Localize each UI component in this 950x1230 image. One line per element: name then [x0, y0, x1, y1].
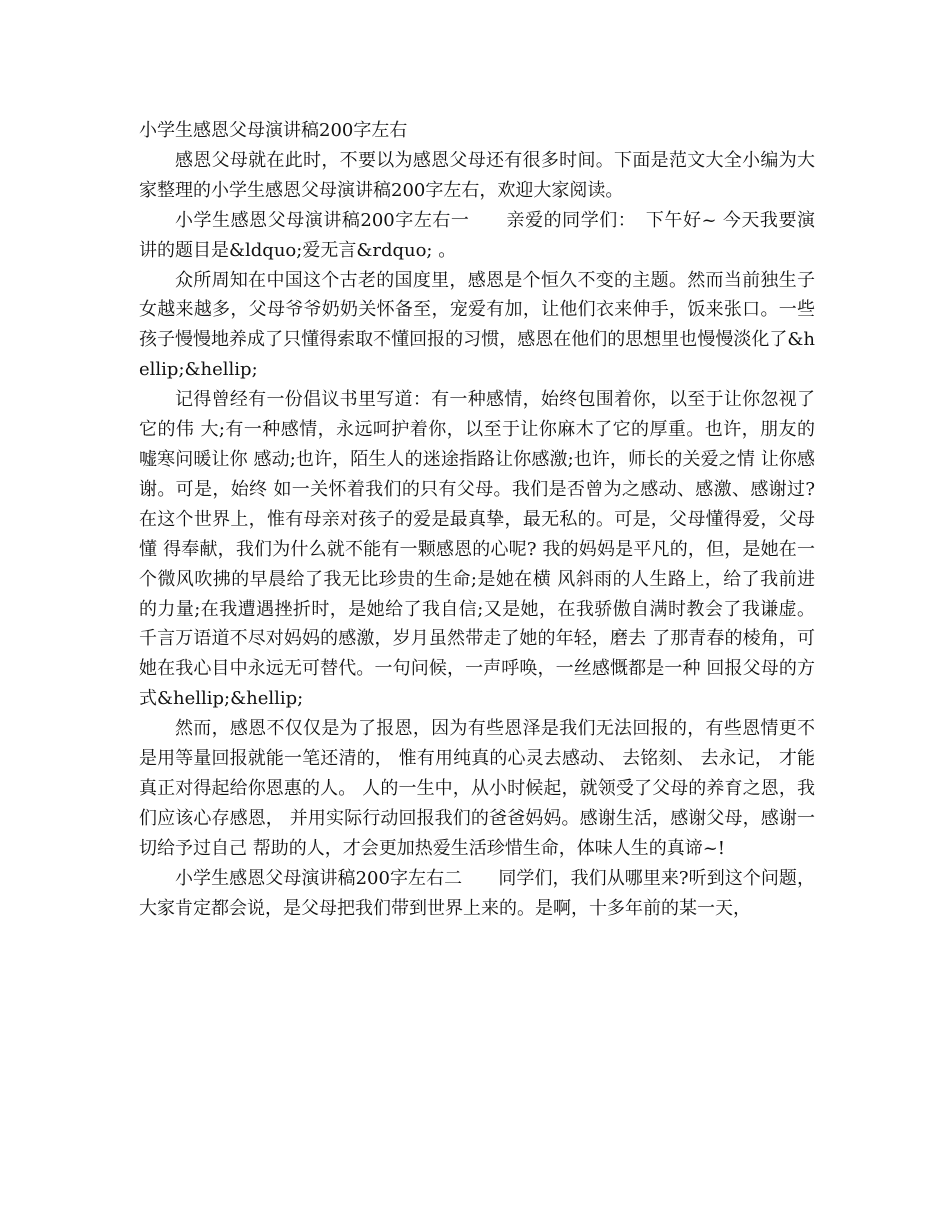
- document-title: 小学生感恩父母演讲稿200字左右: [139, 120, 408, 141]
- document-body: [139, 116, 815, 923]
- paragraph-speech-two-opening: 小学生感恩父母演讲稿200字左右二 同学们，我们从哪里来?听到这个问题，大家肯定都会说，是父母把我们带到世界上来的。是啊，十多年前的某一天，: [139, 867, 815, 919]
- paragraph-intro: 感恩父母就在此时，不要以为感恩父母还有很多时间。下面是范文大全小编为大家整理的小学生感恩父母演讲稿200字左右，欢迎大家阅读。: [139, 149, 815, 201]
- paragraph-gratitude-theme: 众所周知在中国这个古老的国度里，感恩是个恒久不变的主题。然而当前独生子女越来越多，父母爷爷奶奶关怀备至，宠爱有加，让他们衣来伸手，饭来张口。一些孩子慢慢地养成了只懂得索取不懂回报的习惯，感恩在他们的思想里也慢慢淡化了&hellip;&hellip;: [139, 269, 815, 381]
- paragraph-repay-gratitude: 然而，感恩不仅仅是为了报恩，因为有些恩泽是我们无法回报的，有些恩情更不是用等量回报就能一笔还清的， 惟有用纯真的心灵去感动、 去铭刻、 去永记， 才能真正对得起给你恩惠的人。 人的一生中，从小时候起，就领受了父母的养育之恩，我们应该心存感恩， 并用实际行动回报我们的爸爸妈妈。感谢生活，感谢父母，感谢一切给予过自己 帮助的人，才会更加热爱生活珍惜生命，体味人生的真谛~!: [139, 718, 815, 859]
- paragraph-speech-one-opening: 小学生感恩父母演讲稿200字左右一 亲爱的同学们： 下午好~ 今天我要演讲的题目是&ldquo;爱无言&rdquo; 。: [139, 209, 815, 261]
- paragraph-parents-love: 记得曾经有一份倡议书里写道：有一种感情，始终包围着你，以至于让你忽视了它的伟 大;有一种感情，永远呵护着你，以至于让你麻木了它的厚重。也许，朋友的嘘寒问暖让你 感动;也许，陌生人的迷途指路让你感激;也许，师长的关爱之情 让你感谢。可是，始终 如一关怀着我们的只有父母。我们是否曾为之感动、感激、感谢过? 在这个世界上，惟有母亲对孩子的爱是最真挚，最无私的。可是，父母懂得爱，父母懂 得奉献，我们为什么就不能有一颗感恩的心呢? 我的妈妈是平凡的，但，是她在一个微风吹拂的早晨给了我无比珍贵的生命;是她在横 风斜雨的人生路上，给了我前进的力量;在我遭遇挫折时，是她给了我自信;又是她，在我骄傲自满时教会了我谦虚。千言万语道不尽对妈妈的感激，岁月虽然带走了她的年轻，磨去 了那青春的棱角，可她在我心目中永远无可替代。一句问候，一声呼唤，一丝感慨都是一种 回报父母的方式&hellip;&hellip;: [139, 389, 815, 710]
